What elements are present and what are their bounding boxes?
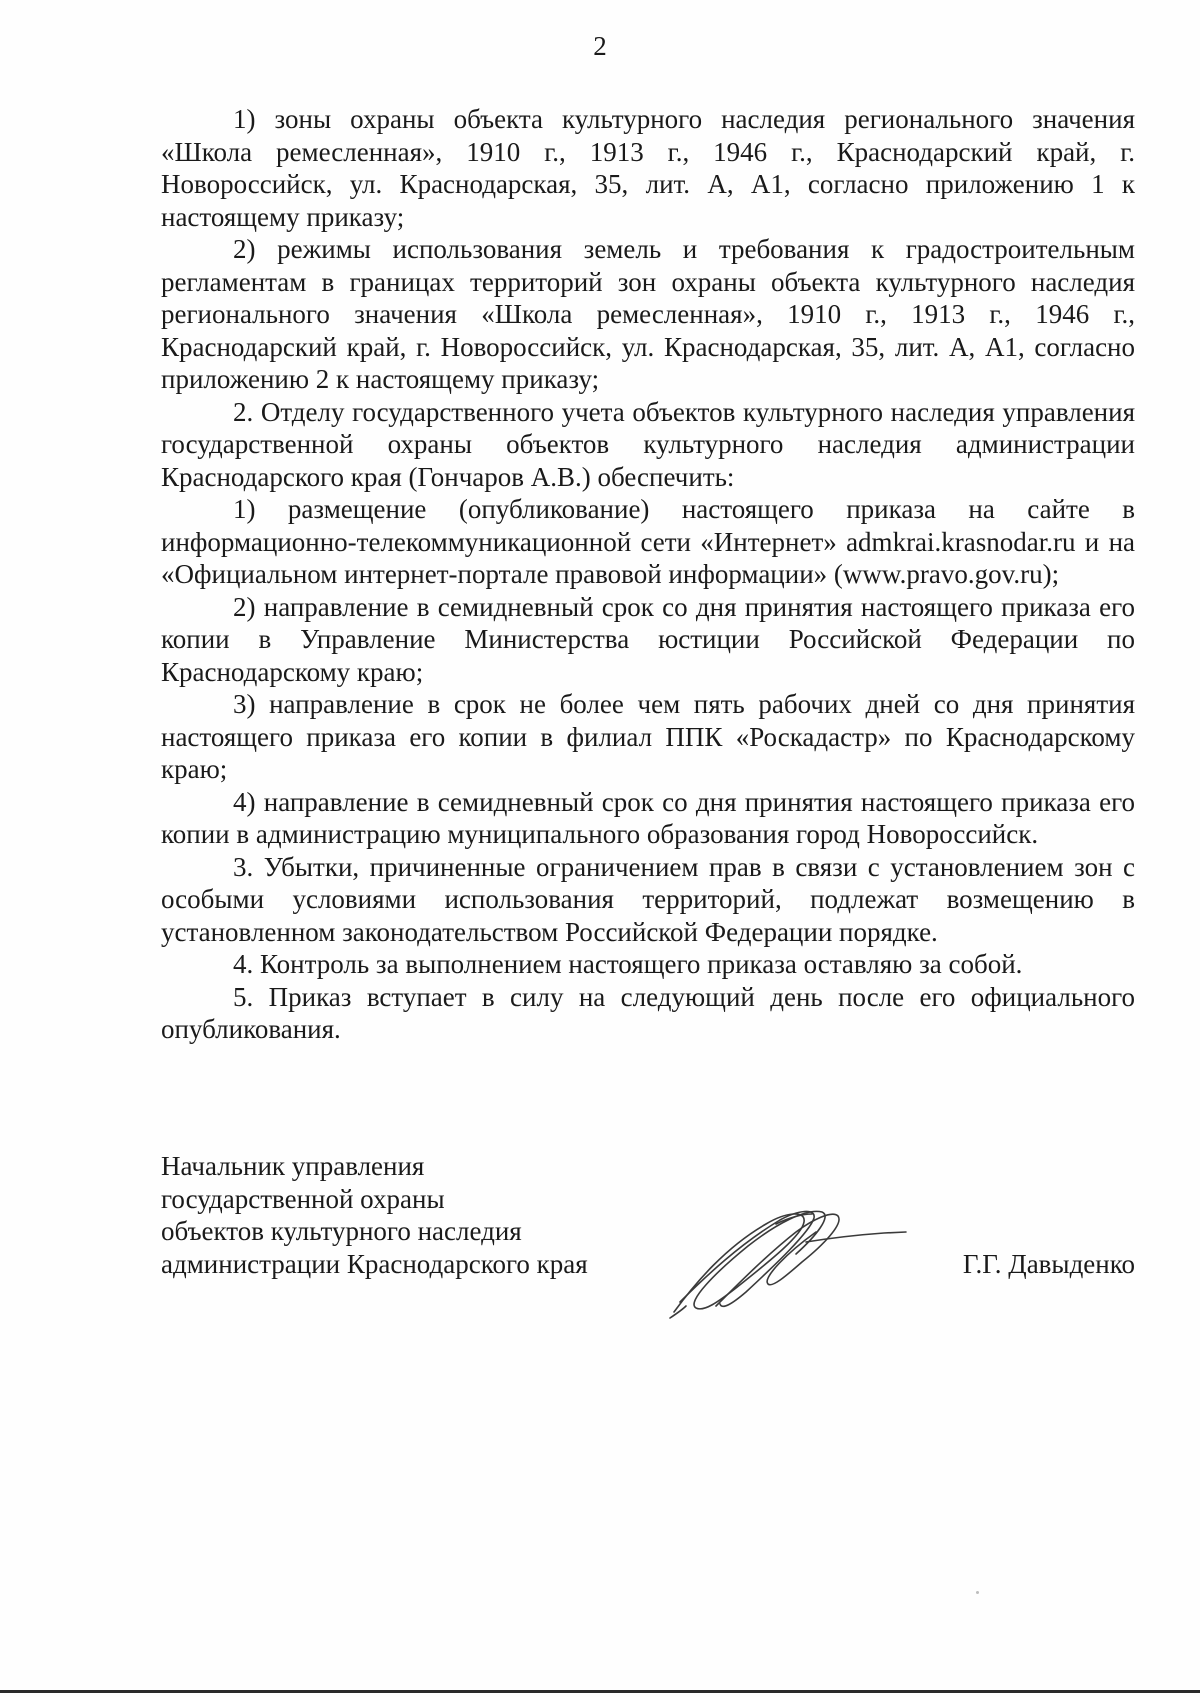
paragraph-control: 4. Контроль за выполнением настоящего приказа оставляю за собой. <box>233 949 1023 979</box>
paragraph-damages: 3. Убытки, причиненные ограничением прав в связи с установлением зон с особыми условиями использования территорий, подлежат возмещению в установленном законодательством Российской Федерации порядке. <box>161 851 1135 947</box>
order-body <box>161 103 1135 1046</box>
scan-edge-line <box>0 1690 1200 1693</box>
paragraph-roskadastr: 3) направление в срок не более чем пять рабочих дней со дня принятия настоящего приказа его копии в филиал ППК «Роскадастр» по Краснодарскому краю; <box>161 689 1135 784</box>
position-line: администрации Краснодарского края <box>161 1248 588 1279</box>
page-number: 2 <box>593 31 607 61</box>
scan-artifact <box>976 1591 979 1594</box>
position-line: объектов культурного наследия <box>161 1216 522 1246</box>
paragraph-ministry-of-justice: 2) направление в семидневный срок со дня принятия настоящего приказа его копии в Управление Министерства юстиции Российской Федерации по Краснодарскому краю; <box>161 591 1135 687</box>
signature-block <box>161 1150 1135 1310</box>
signer-position <box>161 1150 681 1280</box>
signer-name: Г.Г. Давыденко <box>962 1248 1135 1279</box>
paragraph-entry-into-force: 5. Приказ вступает в силу на следующий день после его официального опубликования. <box>161 981 1135 1044</box>
paragraph-protection-zones: 1) зоны охраны объекта культурного наследия регионального значения «Школа ремесленная», 1910 г., 1913 г., 1946 г., Краснодарский край, г. Новороссийск, ул. Краснодарская, 35, лит. А, А1, согласно приложению 1 к настоящему приказу; <box>161 104 1135 232</box>
position-line: Начальник управления <box>161 1151 425 1181</box>
paragraph-registry-department: 2. Отделу государственного учета объектов культурного наследия управления государственной охраны объектов культурного наследия администрации Краснодарского края (Гончаров А.В.) обеспечить: <box>161 396 1135 492</box>
handwritten-signature <box>656 1202 916 1322</box>
paragraph-land-use-regimes: 2) режимы использования земель и требования к градостроительным регламентам в границах территорий зон охраны объекта культурного наследия регионального значения «Школа ремесленная», 1910 г., 1913 г., 1946 г., Краснодарский край, г. Новороссийск, ул. Краснодарская, 35, лит. А, А1, согласно приложению 2 к настоящему приказу; <box>161 234 1135 394</box>
paragraph-municipal-administration: 4) направление в семидневный срок со дня принятия настоящего приказа его копии в администрацию муниципального образования город Новороссийск. <box>161 786 1135 849</box>
position-line: государственной охраны <box>161 1183 445 1214</box>
paragraph-publication: 1) размещение (опубликование) настоящего приказа на сайте в информационно-телекоммуникационной сети «Интернет» admkrai.krasnodar.ru и на «Официальном интернет-портале правовой информации» (www.pravo.gov.ru); <box>161 494 1135 589</box>
